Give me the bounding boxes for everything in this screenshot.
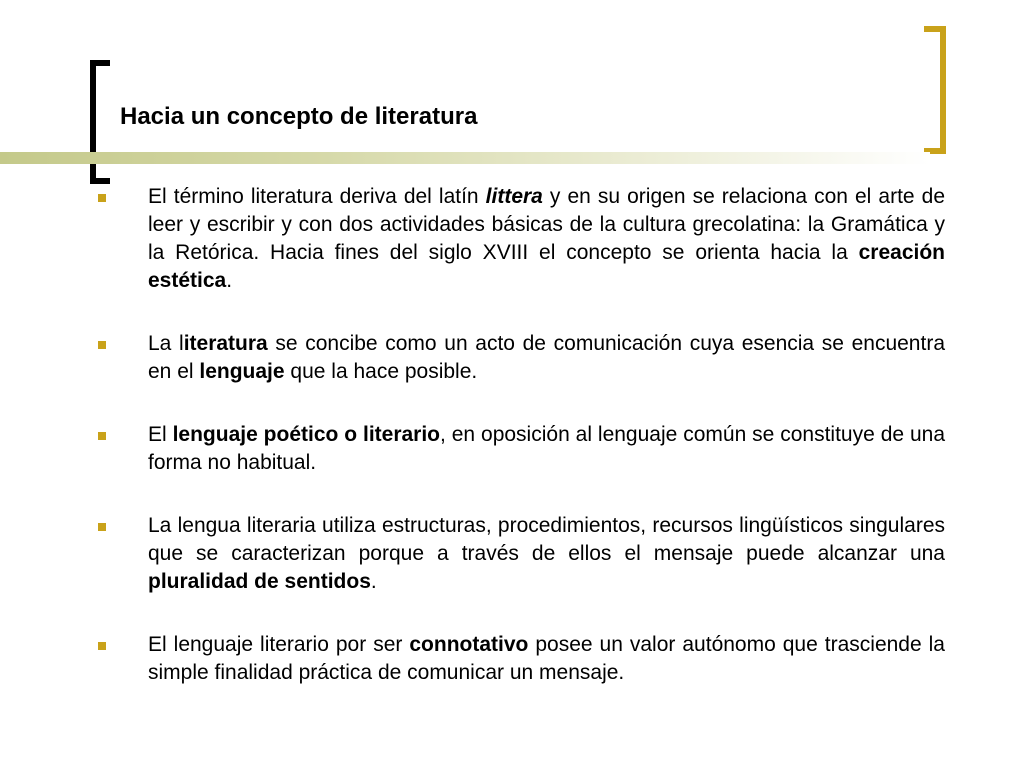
emphasis-bold: lenguaje poético o literario [172, 423, 441, 446]
text-segment: La l [148, 332, 184, 355]
square-bullet-icon [98, 432, 106, 440]
text-segment: El [148, 423, 173, 446]
bullet-text [148, 633, 945, 684]
text-segment: . [370, 570, 377, 593]
bullet-text [148, 185, 945, 292]
bullet-text [148, 332, 945, 383]
right-bracket-decoration [924, 26, 946, 154]
square-bullet-icon [98, 194, 106, 202]
list-item [96, 421, 945, 477]
text-segment: El lenguaje literario por ser [148, 633, 410, 656]
emphasis-bold: pluralidad de sentidos [148, 570, 371, 593]
page-title: Hacia un concepto de literatura [120, 103, 478, 130]
bullet-text [148, 514, 945, 593]
square-bullet-icon [98, 341, 106, 349]
text-segment: El término literatura deriva del latín [148, 185, 486, 208]
bullet-list [96, 183, 945, 722]
title-underline-bar [0, 152, 930, 164]
text-segment: posee un valor autónomo que trasciende la simple finalidad práctica de comunicar un mensaje. [148, 633, 945, 684]
text-segment: y en su origen se relaciona con el arte de leer y escribir y con dos actividades básicas de la cultura grecolatina: la Gramática y la Retórica. Hacia fines del siglo XVIII el concepto se orienta hacia la [148, 185, 946, 264]
list-item [96, 631, 945, 687]
bullet-text [148, 423, 945, 474]
emphasis-bold: iteratura [183, 332, 268, 355]
text-segment: , en oposición al lenguaje común se constituye de una forma no habitual. [148, 423, 945, 474]
emphasis-bold: connotativo [409, 633, 529, 656]
text-segment: se concibe como un acto de comunicación cuya esencia se encuentra en el [148, 332, 945, 383]
emphasis-bold: lenguaje [199, 360, 285, 383]
text-segment: La lengua literaria utiliza estructuras, procedimientos, recursos lingüísticos singulares que se caracterizan porque a través de ellos el mensaje puede alcanzar una [148, 514, 945, 565]
square-bullet-icon [98, 523, 106, 531]
text-segment: . [226, 269, 233, 292]
emphasis-bold: creación estética [148, 241, 945, 292]
text-segment: que la hace posible. [284, 360, 478, 383]
list-item [96, 512, 945, 596]
list-item [96, 330, 945, 386]
list-item [96, 183, 945, 295]
left-bracket-decoration [90, 60, 110, 184]
emphasis-italic: littera [485, 185, 543, 208]
square-bullet-icon [98, 642, 106, 650]
